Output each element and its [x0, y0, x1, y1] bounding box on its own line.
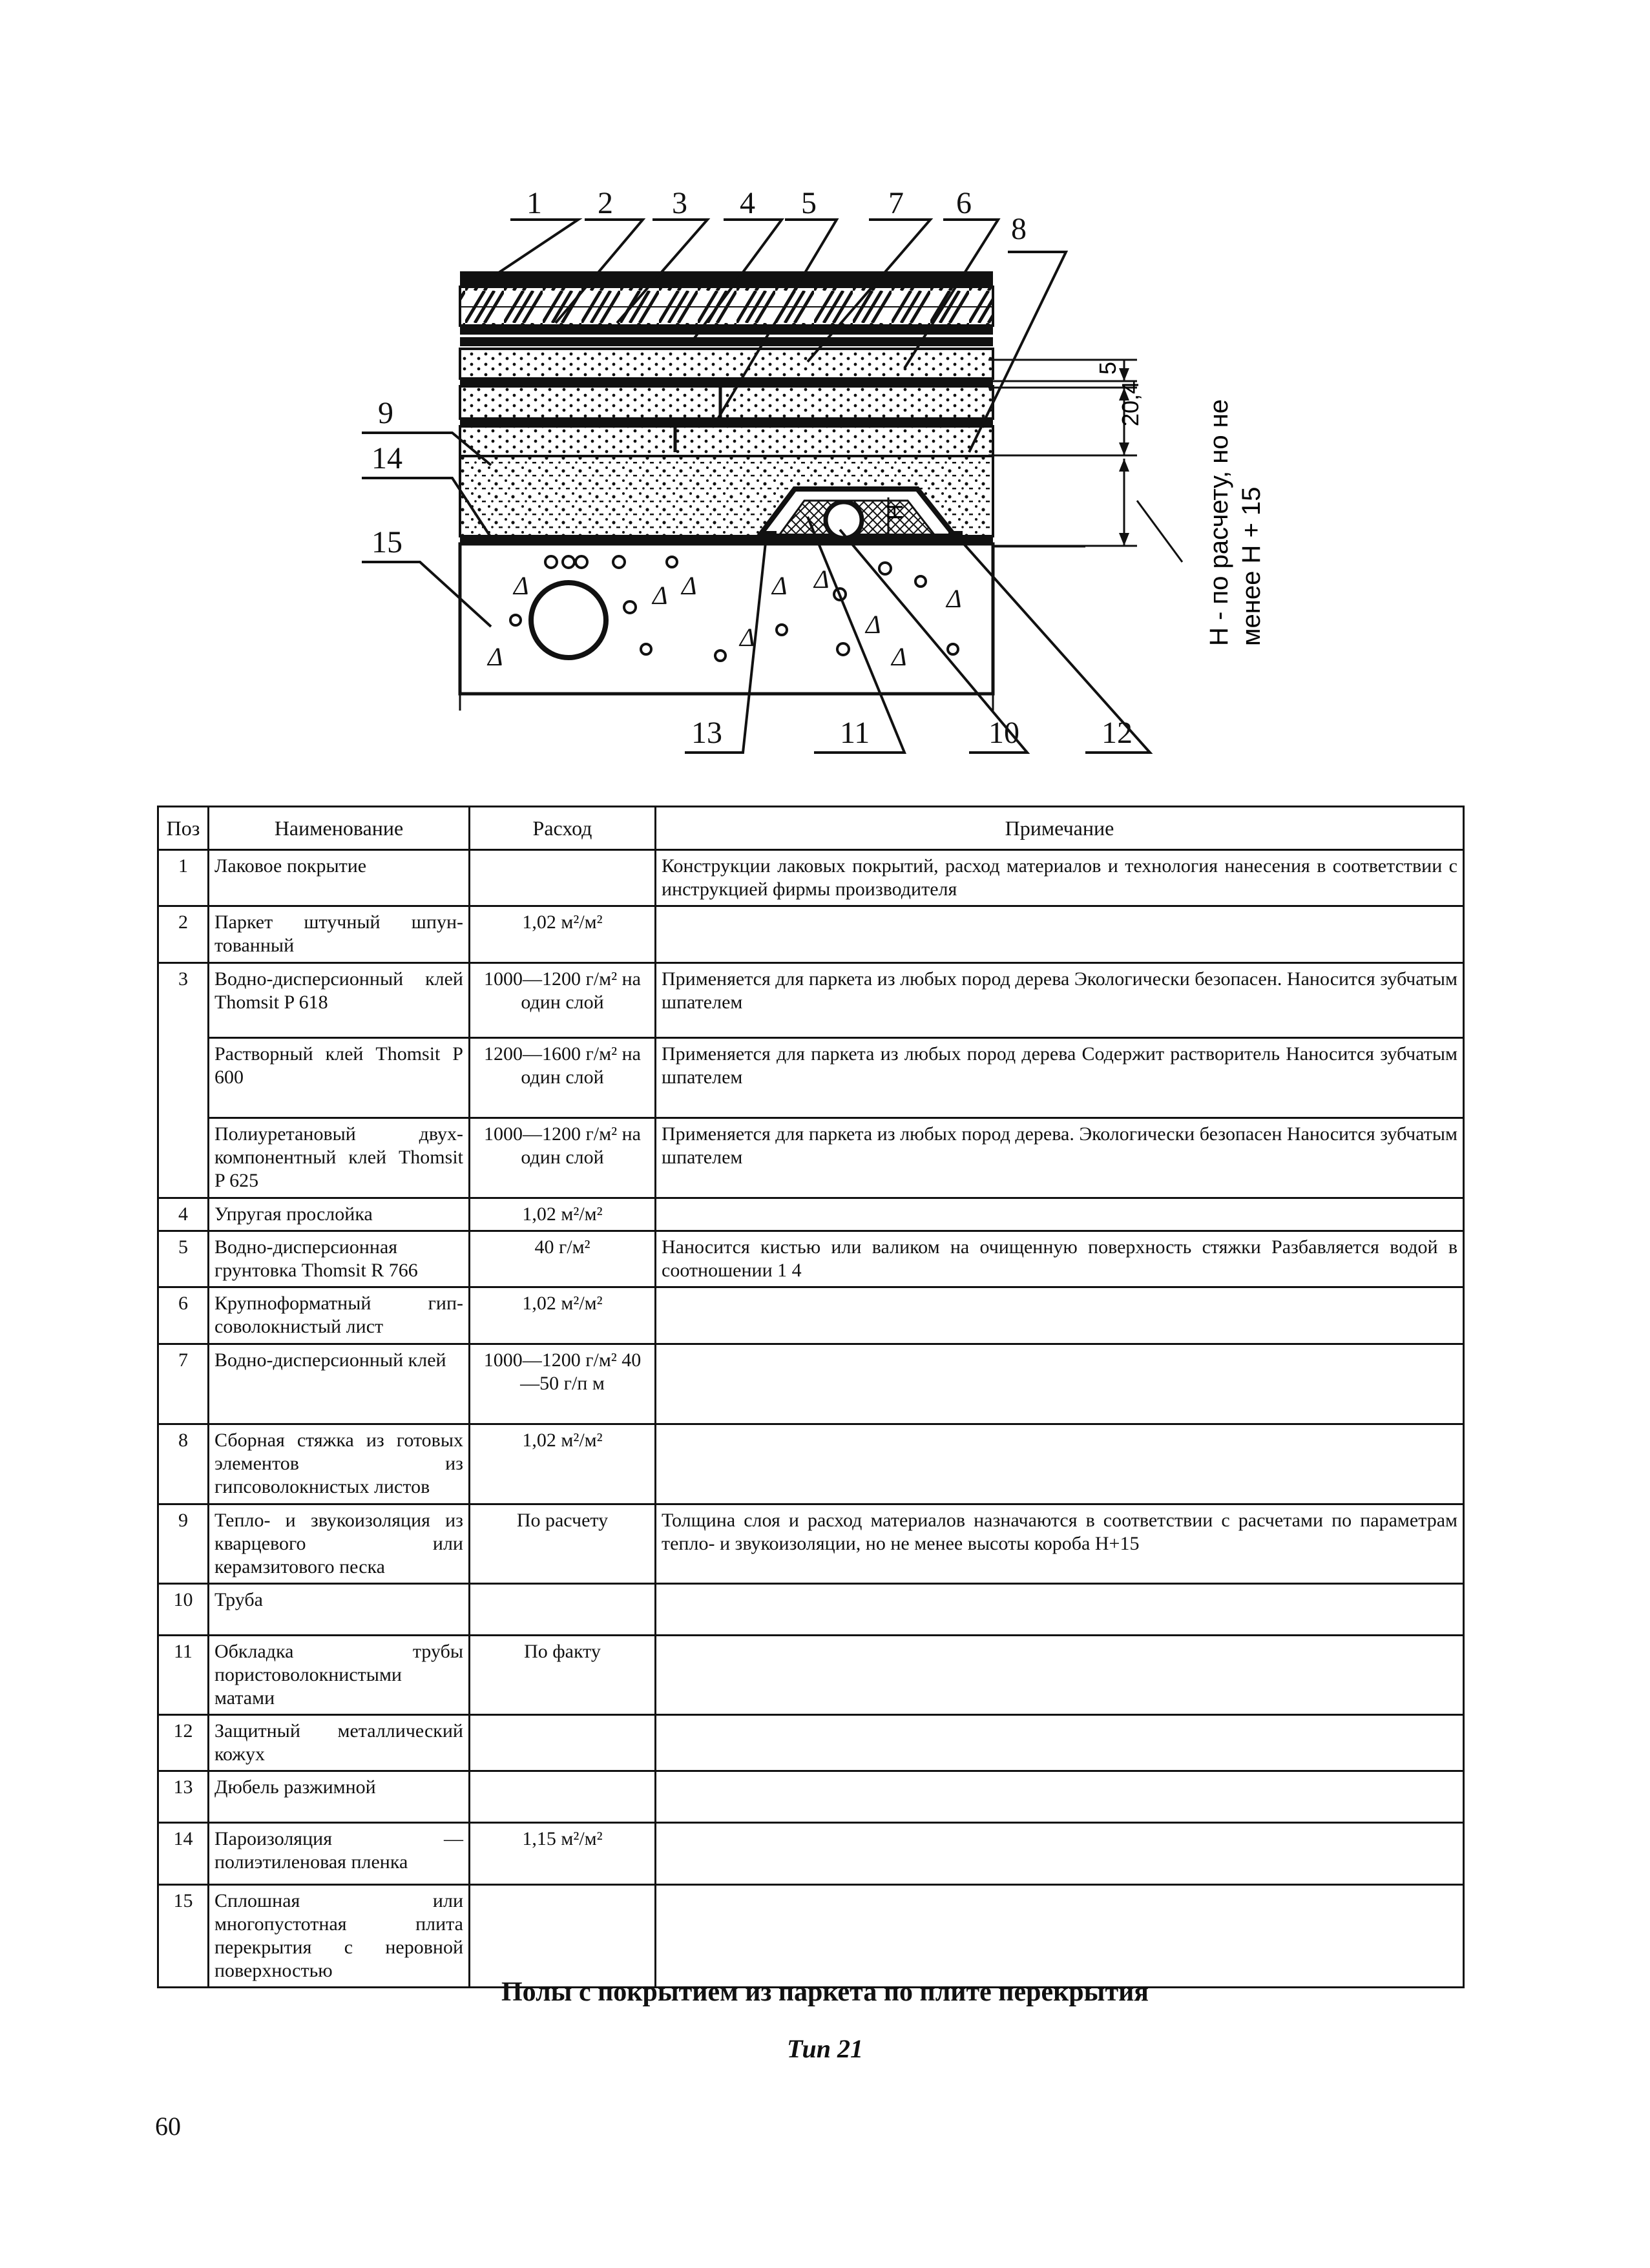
header-rate: Расход [470, 807, 656, 850]
cell-rate: 1,02 м²/м² [470, 1198, 656, 1231]
cell-name: Водно-дисперсионный клей Thomsit P 618 [209, 963, 470, 1038]
cell-pos: 14 [158, 1823, 209, 1885]
cell-rate: 1,02 м²/м² [470, 1424, 656, 1504]
callout-label: 9 [378, 396, 393, 430]
svg-text:Δ: Δ [772, 571, 788, 600]
type-label: Тип 21 [787, 2034, 863, 2063]
cell-note: Применяется для паркета из любых пород дерева. Экологически безопасен Наносится зубчатым шпателем [656, 1118, 1464, 1198]
cell-name: Защитный металлический кожух [209, 1715, 470, 1771]
svg-text:Δ: Δ [892, 642, 907, 671]
table-row [158, 1344, 1464, 1424]
cell-pos: 11 [158, 1636, 209, 1715]
cell-note: Применяется для паркета из любых пород дерева Экологически безопасен. Наносится зубчатым шпателем [656, 963, 1464, 1038]
cell-pos: 13 [158, 1771, 209, 1823]
callout-label: 3 [672, 186, 687, 220]
cell-name: Пароизоляция — полиэтиленовая пленка [209, 1823, 470, 1885]
cell-pos: 10 [158, 1584, 209, 1636]
cell-pos: 9 [158, 1504, 209, 1584]
cell-note [656, 906, 1464, 963]
cell-note: Наносится кистью или валиком на очищенную поверхность стяжки Разбавляется водой в соотношении 1 4 [656, 1231, 1464, 1287]
cell-pos: 7 [158, 1344, 209, 1424]
table-row [158, 1198, 1464, 1231]
cell-rate [470, 1885, 656, 1988]
cell-rate: 1,02 м²/м² [470, 906, 656, 963]
cell-name: Паркет штучный шпун-тованный [209, 906, 470, 963]
svg-text:Δ: Δ [814, 565, 830, 594]
cell-name: Тепло- и звукоизоляция из кварцевого или керамзитового песка [209, 1504, 470, 1584]
cell-note [656, 1715, 1464, 1771]
cell-name: Растворный клей Thomsit P 600 [209, 1038, 470, 1118]
cell-name: Дюбель разжимной [209, 1771, 470, 1823]
table-row [158, 1504, 1464, 1584]
cell-rate: 1000—1200 г/м² на один слой [470, 1118, 656, 1198]
callout-label: 10 [988, 716, 1019, 750]
cell-name: Лаковое покрытие [209, 850, 470, 906]
table-row [158, 1823, 1464, 1885]
svg-text:Н - по расчету, но не: Н - по расчету, но не [1205, 399, 1233, 646]
svg-text:Δ: Δ [514, 571, 529, 600]
header-note: Примечание [656, 807, 1464, 850]
cell-note: Применяется для паркета из любых пород дерева Содержит растворитель Наносится зубчатым шпателем [656, 1038, 1464, 1118]
cell-rate: 1200—1600 г/м² на один слой [470, 1038, 656, 1118]
svg-text:Δ: Δ [866, 610, 881, 639]
cell-note [656, 1636, 1464, 1715]
table-row [158, 1885, 1464, 1988]
svg-text:менее Н + 15: менее Н + 15 [1237, 486, 1266, 646]
cell-note [656, 1584, 1464, 1636]
table-row [158, 1584, 1464, 1636]
table-row [158, 1636, 1464, 1715]
cell-note [656, 1344, 1464, 1424]
specification-table [157, 806, 1465, 1988]
callout-label: 14 [371, 441, 402, 475]
cell-pos: 2 [158, 906, 209, 963]
cell-note: Толщина слоя и расход материалов назначаются в соответствии с расчетами по параметрам тепло- и звукоизоляции, но не менее высоты короба Н+15 [656, 1504, 1464, 1584]
callout-label: 4 [740, 186, 755, 220]
cell-rate [470, 1771, 656, 1823]
cell-name: Крупноформатный гип-соволокнистый лист [209, 1287, 470, 1344]
table-row [158, 906, 1464, 963]
callout-label: 5 [801, 186, 817, 220]
svg-text:5: 5 [1094, 361, 1121, 375]
cell-name: Водно-дисперсионная грунтовка Thomsit R 766 [209, 1231, 470, 1287]
cell-name: Сборная стяжка из готовых элементов из гипсоволокнистых листов [209, 1424, 470, 1504]
callout-label: 6 [956, 186, 972, 220]
callout-label: 11 [840, 716, 870, 750]
table-row [158, 1231, 1464, 1287]
table-body [158, 850, 1464, 1988]
callout-label: 15 [371, 525, 402, 559]
adhesive-layer [460, 326, 993, 335]
table-row [158, 1287, 1464, 1344]
cell-pos [158, 1118, 209, 1198]
table-row [158, 963, 1464, 1038]
svg-text:Δ: Δ [653, 581, 668, 610]
svg-text:Δ: Δ [488, 642, 503, 671]
cell-pos: 4 [158, 1198, 209, 1231]
table-header-row [158, 807, 1464, 850]
cell-pos: 6 [158, 1287, 209, 1344]
cell-rate [470, 1584, 656, 1636]
header-pos: Поз [158, 807, 209, 850]
cell-note [656, 1771, 1464, 1823]
cell-name: Обкладка трубы пористоволокнистыми матами [209, 1636, 470, 1715]
svg-text:Δ: Δ [682, 571, 697, 600]
page-title: Полы с покрытием из паркета по плите перекрытия [501, 1977, 1149, 2007]
page-number: 60 [155, 2112, 181, 2141]
cell-name: Труба [209, 1584, 470, 1636]
cell-note [656, 1287, 1464, 1344]
cell-rate: 1000—1200 г/м² 40—50 г/п м [470, 1344, 656, 1424]
callout-label: 13 [691, 716, 722, 750]
cell-name: Водно-дисперсионный клей [209, 1344, 470, 1424]
table-row [158, 1118, 1464, 1198]
cell-rate [470, 1715, 656, 1771]
svg-text:H: H [883, 504, 908, 520]
cell-rate: По факту [470, 1636, 656, 1715]
cell-pos: 12 [158, 1715, 209, 1771]
cell-name: Полиуретановый двух-компонентный клей Thomsit P 625 [209, 1118, 470, 1198]
table-row [158, 850, 1464, 906]
cell-note [656, 1424, 1464, 1504]
cell-pos: 5 [158, 1231, 209, 1287]
cell-pos: 8 [158, 1424, 209, 1504]
cell-rate: 1,15 м²/м² [470, 1823, 656, 1885]
cell-rate: 40 г/м² [470, 1231, 656, 1287]
elastic-layer [460, 337, 993, 346]
svg-text:20,4: 20,4 [1117, 380, 1144, 426]
screed-element-2 [460, 426, 993, 456]
cell-note: Конструкции лаковых покрытий, расход материалов и технология нанесения в соответствии с инструкцией фирмы производителя [656, 850, 1464, 906]
callout-label: 7 [888, 186, 904, 220]
cell-pos: 3 [158, 963, 209, 1038]
cell-rate: 1000—1200 г/м² на один слой [470, 963, 656, 1038]
cell-name: Упругая прослойка [209, 1198, 470, 1231]
cell-note [656, 1823, 1464, 1885]
cell-rate: По расчету [470, 1504, 656, 1584]
header-name: Наименование [209, 807, 470, 850]
table-row [158, 1771, 1464, 1823]
cell-name: Сплошная или многопустотная плита перекрытия с неровной поверхностью [209, 1885, 470, 1988]
callout-label: 12 [1102, 716, 1133, 750]
cell-pos: 1 [158, 850, 209, 906]
table-row [158, 1424, 1464, 1504]
svg-text:Δ: Δ [740, 623, 755, 652]
cell-pos: 15 [158, 1885, 209, 1988]
callout-label: 8 [1011, 212, 1027, 246]
table-row [158, 1715, 1464, 1771]
cell-note [656, 1885, 1464, 1988]
floor-section-drawing [0, 0, 1650, 801]
lacquer-layer [460, 271, 993, 287]
cell-pos [158, 1038, 209, 1118]
cell-rate [470, 850, 656, 906]
svg-text:Δ: Δ [946, 584, 962, 613]
table-row [158, 1038, 1464, 1118]
cell-note [656, 1198, 1464, 1231]
callout-label: 2 [598, 186, 613, 220]
cell-rate: 1,02 м²/м² [470, 1287, 656, 1344]
callout-label: 1 [527, 186, 542, 220]
